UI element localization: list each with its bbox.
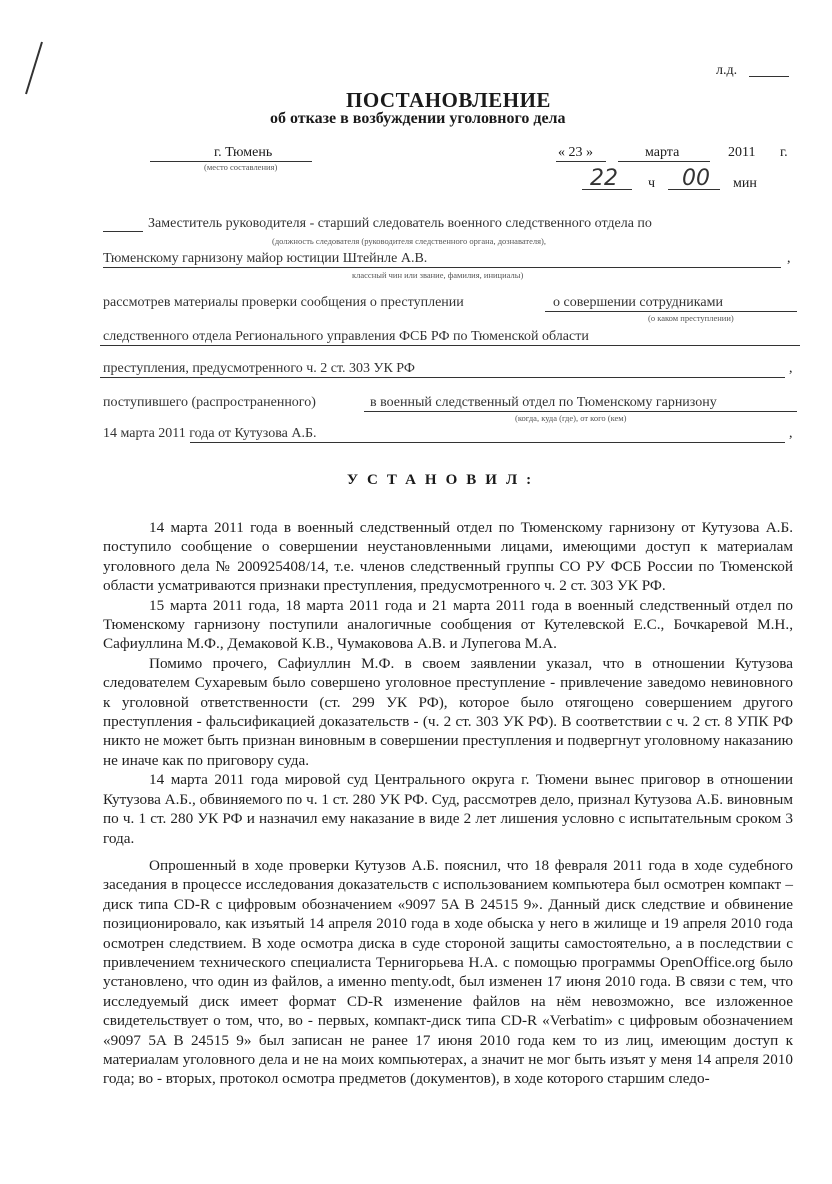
materials-value-1: о совершении сотрудниками (553, 295, 723, 310)
document-title: ПОСТАНОВЛЕНИЕ (346, 88, 551, 112)
materials-value-2: следственного отдела Регионального управления ФСБ РФ по Тюменской области (103, 329, 589, 344)
time-hour-unit: ч (648, 176, 656, 191)
date-day: « 23 » (558, 145, 593, 160)
sheet-number-label: л.д. (716, 63, 738, 78)
author-name: Тюменскому гарнизону майор юстиции Штейнле А.В. (103, 251, 428, 266)
date-year: 2011 (728, 145, 756, 160)
date-month: марта (645, 145, 680, 160)
section-heading: УСТАНОВИЛ: (347, 472, 541, 488)
minute-line (668, 189, 720, 190)
paragraph-4: 14 марта 2011 года мировой суд Центрального округа г. Тюмени вынес приговор в отношении Кутузова А.Б., обвиняемого по ч. 1 ст. 280 УК РФ. Суд, рассмотрев дело, признал Кутузова А.Б. виновным по ч. 1 ст. 280 УК РФ и назначил ему наказание в виде 2 лет лишения условно с испытательным сроком 3 года. (103, 771, 793, 847)
day-line (556, 161, 606, 162)
author-indent-line (103, 231, 143, 232)
time-minute: 00 (682, 166, 710, 191)
paragraph-3: Помимо прочего, Сафиуллин М.Ф. в своем заявлении указал, что в отношении Кутузова следователем Сухаревым было совершено уголовное преступление - привлечение заведомо невиновного к уголовной ответственности (ст. 299 УК РФ), которое было отягощено совершением другого преступления - фальсификацией доказательств - (ч. 2 ст. 303 УК РФ). В соответствии с ч. 2 ст. 8 УПК РФ никто не может быть признан виновным в совершении преступления и подвергнут уголовному наказанию не иначе как по приговору суда. (103, 654, 793, 769)
received-comma: , (789, 426, 793, 441)
body-text (103, 518, 793, 1089)
received-line-2 (190, 442, 785, 443)
materials-line-2 (100, 345, 800, 346)
hour-line (582, 189, 632, 190)
received-value-1: в военный следственный отдел по Тюменскому гарнизону (370, 395, 717, 410)
time-hour: 22 (590, 166, 618, 191)
time-minute-unit: мин (733, 176, 757, 191)
materials-value-3: преступления, предусмотренного ч. 2 ст. 303 УК РФ (103, 361, 415, 376)
received-value-2: 14 марта 2011 года от Кутузова А.Б. (103, 426, 317, 441)
date-year-suffix: г. (780, 145, 788, 160)
author-comma: , (787, 251, 791, 266)
materials-label: рассмотрев материалы проверки сообщения о преступлении (103, 295, 464, 310)
paragraph-2: 15 марта 2011 года, 18 марта 2011 года и 21 марта 2011 года в военный следственный отдел по Тюменскому гарнизону поступили аналогичные сообщения от Кутелевской Е.С., Бочкаревой М.Н., Сафиуллина М.Ф., Демаковой К.В., Чумаковова А.В. и Лупегова М.А. (103, 596, 793, 653)
materials-line-3 (100, 377, 785, 378)
month-line (618, 161, 710, 162)
paragraph-5: Опрошенный в ходе проверки Кутузов А.Б. пояснил, что 18 февраля 2011 года в ходе судебного заседания в процессе исследования доказательств с использованием компьютера был осмотрен компакт – диск типа CD-R с цифровым обозначением «9097 5A B 24515 9». Данный диск следствие и обвинение позиционировало, как изъятый 14 апреля 2010 года в ходе обыска у него в жилище и 19 апреля 2010 года осмотрен следствием. В ходе осмотра диска в суде стороной защиты самостоятельно, а в последствии с привлечением технического специалиста Тернигорьева Н.А. с помощью программы OpenOffice.org было установлено, что один из файлов, а именно menty.odt, был изменен 17 июня 2010 года. В связи с тем, что исследуемый диск имеет формат CD-R изменение файлов на нём невозможно, все изложенное свидетельствует о том, что, во - первых, компакт-диск типа CD-R «Verbatim» с цифровым обозначением «9097 5A B 24515 9» был записан не ранее 17 июня 2010 года кем то из лиц, имеющим доступ к материалам уголовного дела и не на моих компьютерах, а значит не мог быть изъят у меня 14 апреля 2010 года; во - вторых, протокол осмотра предметов (документов), в ходе которого старшим следо- (103, 856, 793, 1088)
document-subtitle: об отказе в возбуждении уголовного дела (270, 110, 566, 127)
materials-caption: (о каком преступлении) (648, 313, 734, 323)
handwritten-mark (18, 38, 48, 98)
received-line-1 (364, 411, 797, 412)
materials-comma: , (789, 361, 793, 376)
sheet-number-line (749, 76, 789, 77)
received-caption: (когда, куда (где), от кого (кем) (515, 413, 627, 423)
received-label: поступившего (распространенного) (103, 395, 316, 410)
materials-line-1 (545, 311, 797, 312)
place-caption: (место составления) (204, 162, 278, 172)
paragraph-1: 14 марта 2011 года в военный следственный отдел по Тюменскому гарнизону от Кутузова А.Б. поступило сообщение о совершении неустановленными лицами, имеющими доступ к материалам уголовного дела № 200925408/14, т.е. членов следственный группы СО РУ ФСБ России по Тюменской области усматриваются признаки преступления, предусмотренного ч. 2 ст. 303 УК РФ. (103, 519, 793, 595)
place-city: г. Тюмень (214, 145, 273, 160)
author-caption-1: (должность следователя (руководителя следственного органа, дознавателя), (272, 236, 546, 246)
author-position: Заместитель руководителя - старший следователь военного следственного отдела по (148, 216, 652, 231)
author-caption-2: классный чин или звание, фамилия, инициалы) (352, 270, 524, 280)
author-line-2 (103, 267, 781, 268)
